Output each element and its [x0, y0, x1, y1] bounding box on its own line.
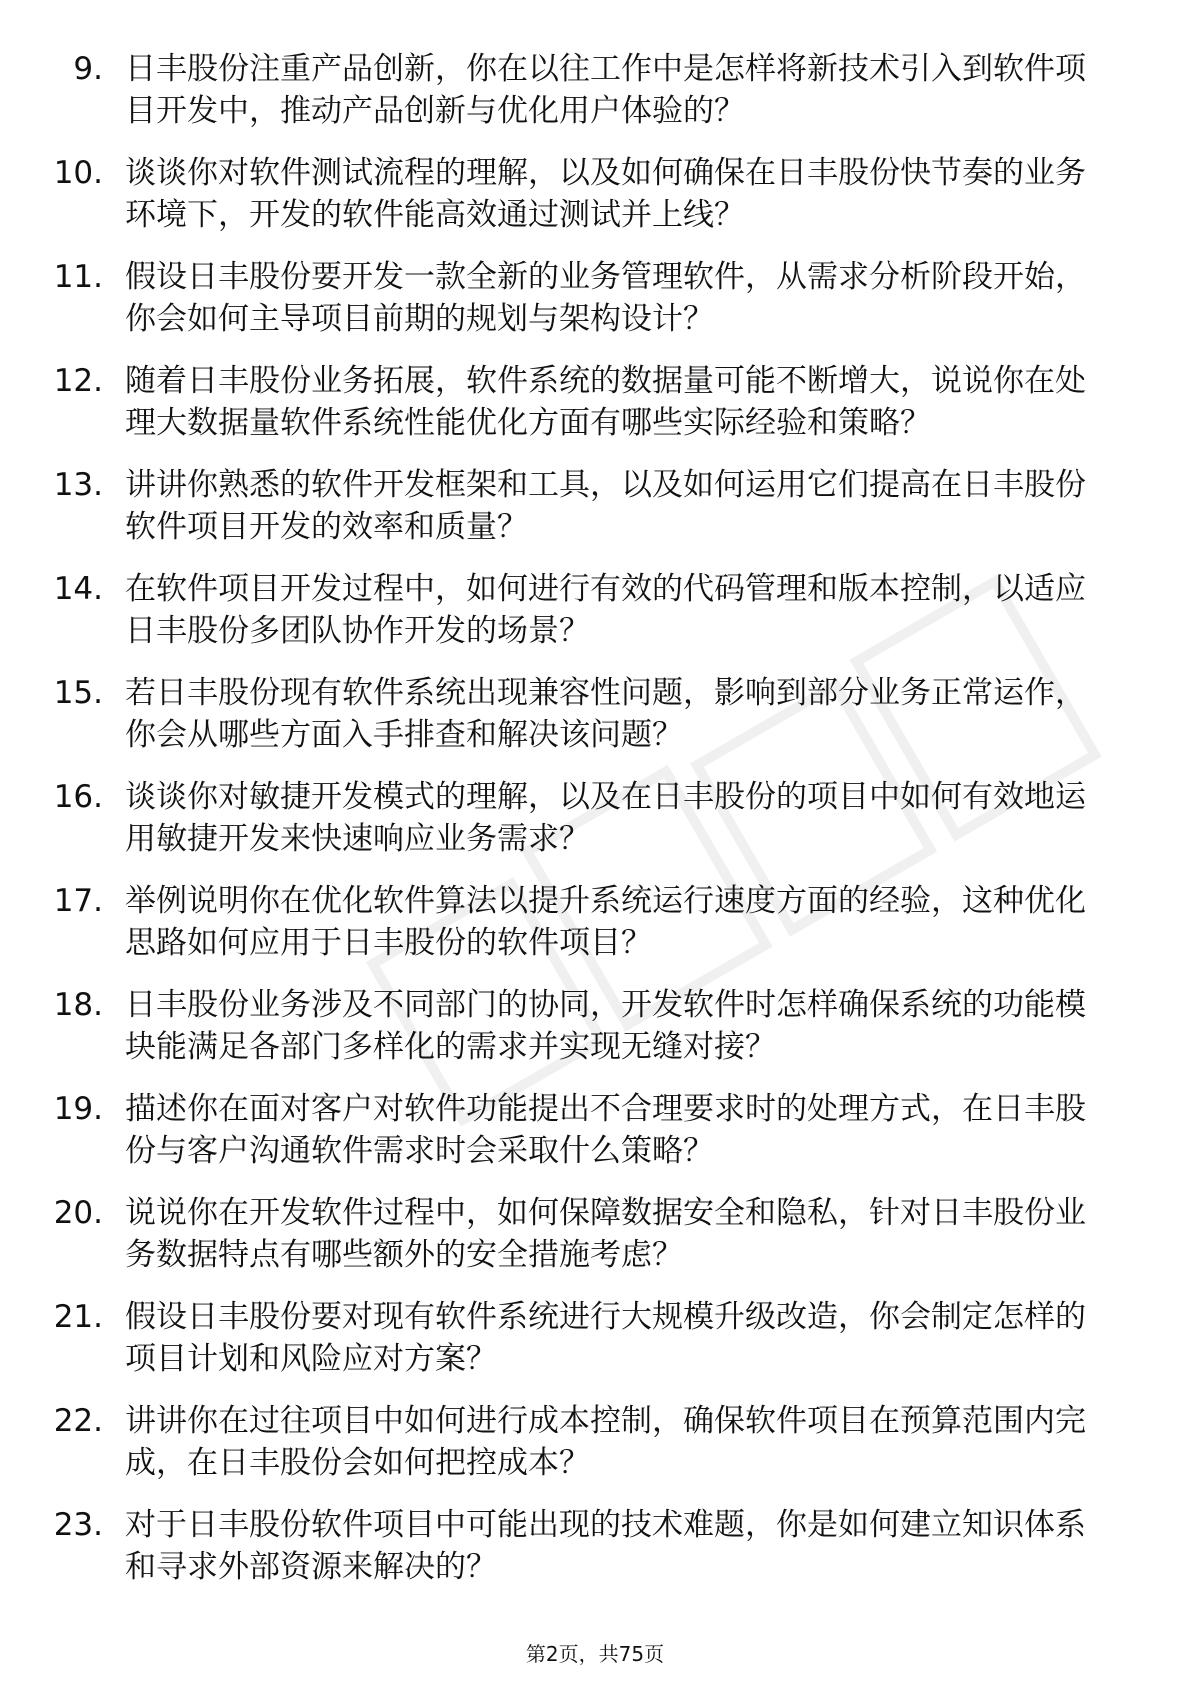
- question-text: 若日丰股份现有软件系统出现兼容性问题，影响到部分业务正常运作，你会从哪些方面入手排查和解决该问题？: [125, 675, 1086, 753]
- question-text: 对于日丰股份软件项目中可能出现的技术难题，你是如何建立知识体系和寻求外部资源来解决的？: [125, 1507, 1086, 1585]
- question-item: [0, 776, 1190, 860]
- question-text: 讲讲你在过往项目中如何进行成本控制，确保软件项目在预算范围内完成，在日丰股份会如何把控成本？: [125, 1403, 1086, 1481]
- question-item: [0, 984, 1190, 1068]
- question-number: 19.: [53, 1091, 103, 1127]
- question-text: 假设日丰股份要开发一款全新的业务管理软件，从需求分析阶段开始，你会如何主导项目前期的规划与架构设计？: [125, 259, 1086, 337]
- question-text: 谈谈你对软件测试流程的理解，以及如何确保在日丰股份快节奏的业务环境下，开发的软件能高效通过测试并上线？: [125, 155, 1086, 233]
- question-text: 日丰股份业务涉及不同部门的协同，开发软件时怎样确保系统的功能模块能满足各部门多样化的需求并实现无缝对接？: [125, 987, 1086, 1065]
- question-number: 20.: [53, 1195, 103, 1231]
- question-number: 14.: [53, 571, 103, 607]
- question-text: 日丰股份注重产品创新，你在以往工作中是怎样将新技术引入到软件项目开发中，推动产品创新与优化用户体验的？: [125, 51, 1086, 129]
- question-item: [0, 880, 1190, 964]
- page-footer: [0, 1638, 1190, 1667]
- question-item: [0, 1296, 1190, 1380]
- question-number: 16.: [53, 779, 103, 815]
- question-text: 描述你在面对客户对软件功能提出不合理要求时的处理方式，在日丰股份与客户沟通软件需求时会采取什么策略？: [125, 1091, 1086, 1169]
- question-item: [0, 1192, 1190, 1276]
- question-list: [0, 48, 1190, 1608]
- question-item: [0, 256, 1190, 340]
- question-text: 举例说明你在优化软件算法以提升系统运行速度方面的经验，这种优化思路如何应用于日丰股份的软件项目？: [125, 883, 1086, 961]
- question-number: 12.: [53, 363, 103, 399]
- question-number: 23.: [53, 1507, 103, 1543]
- question-item: [0, 360, 1190, 444]
- question-text: 谈谈你对敏捷开发模式的理解，以及在日丰股份的项目中如何有效地运用敏捷开发来快速响应业务需求？: [125, 779, 1086, 857]
- question-number: 22.: [53, 1403, 103, 1439]
- question-text: 说说你在开发软件过程中，如何保障数据安全和隐私，针对日丰股份业务数据特点有哪些额外的安全措施考虑？: [125, 1195, 1086, 1273]
- question-item: [0, 1504, 1190, 1588]
- question-number: 17.: [53, 883, 103, 919]
- question-text: 讲讲你熟悉的软件开发框架和工具，以及如何运用它们提高在日丰股份软件项目开发的效率和质量？: [125, 467, 1086, 545]
- question-number: 11.: [53, 259, 103, 295]
- question-text: 假设日丰股份要对现有软件系统进行大规模升级改造，你会制定怎样的项目计划和风险应对方案？: [125, 1299, 1086, 1377]
- question-number: 15.: [53, 675, 103, 711]
- question-text: 随着日丰股份业务拓展，软件系统的数据量可能不断增大，说说你在处理大数据量软件系统性能优化方面有哪些实际经验和策略？: [125, 363, 1086, 441]
- question-item: [0, 152, 1190, 236]
- question-number: 13.: [53, 467, 103, 503]
- question-item: [0, 568, 1190, 652]
- question-item: [0, 1088, 1190, 1172]
- question-item: [0, 1400, 1190, 1484]
- question-item: [0, 48, 1190, 132]
- page-number: 第2页，共75页: [525, 1642, 665, 1666]
- question-number: 10.: [53, 155, 103, 191]
- question-number: 9.: [73, 51, 103, 87]
- question-text: 在软件项目开发过程中，如何进行有效的代码管理和版本控制，以适应日丰股份多团队协作开发的场景？: [125, 571, 1086, 649]
- question-number: 18.: [53, 987, 103, 1023]
- question-item: [0, 672, 1190, 756]
- question-item: [0, 464, 1190, 548]
- question-number: 21.: [53, 1299, 103, 1335]
